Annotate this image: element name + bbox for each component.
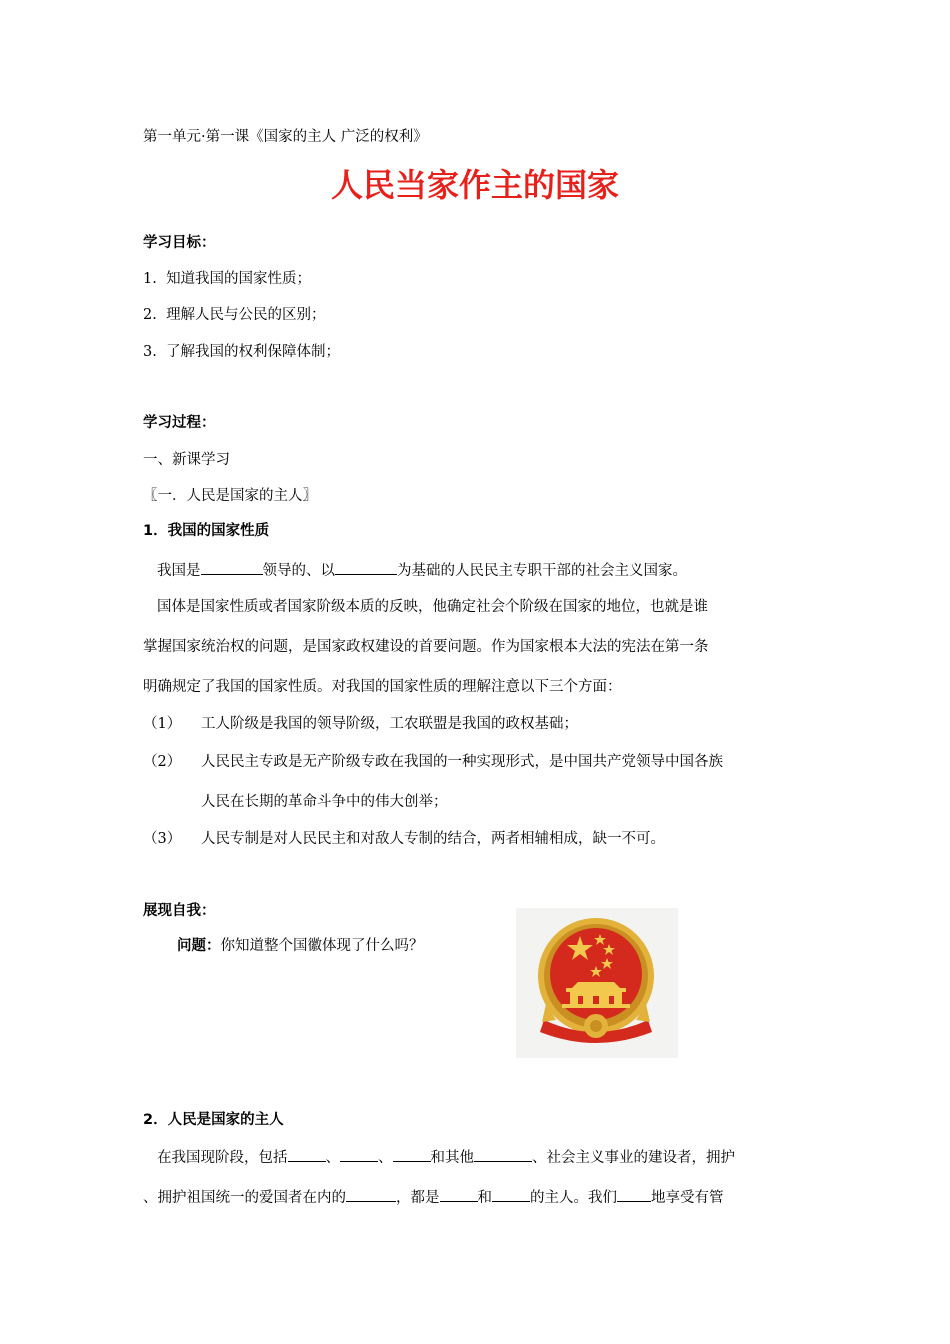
list-point: （3） 人民专制是对人民民主和对敌人专制的结合，两者相辅相成，缺一不可。: [143, 831, 665, 847]
section-heading: 一、新课学习: [143, 452, 230, 468]
goal-num: 2.: [143, 307, 157, 323]
course-line: 第一单元·第一课《国家的主人 广泛的权利》: [143, 129, 428, 145]
goal-text: 了解我国的权利保障体制；: [166, 344, 341, 360]
goal-num: 1.: [143, 271, 157, 287]
paragraph-line: 明确规定了我国的国家性质。对我国的国家性质的理解注意以下三个方面：: [143, 679, 622, 695]
topic1-heading: 1．我国的国家性质: [143, 523, 270, 539]
answer-blank[interactable]: [393, 1146, 431, 1162]
goal-item: [143, 269, 311, 289]
paragraph-line: 国体是国家性质或者国家阶级本质的反映，他确定社会个阶级在国家的地位，也就是谁: [157, 599, 708, 615]
fill-in-line: 在我国现阶段，包括 、 、 和其他 、社会主义事业的建设者，拥护: [143, 1146, 735, 1168]
answer-blank[interactable]: [340, 1146, 378, 1162]
answer-blank[interactable]: [440, 1186, 478, 1202]
fill-in-line: 我国是 领导的、以 为基础的人民民主专职干部的社会主义国家。: [143, 559, 687, 581]
answer-blank[interactable]: [201, 559, 263, 575]
page-title: 人民当家作主的国家: [330, 166, 619, 204]
list-point: （2） 人民民主专政是无产阶级专政在我国的一种实现形式，是中国共产党领导中国各族: [143, 754, 723, 770]
question-label: 问题：: [177, 938, 221, 954]
list-point: （1） 工人阶级是我国的领导阶级，工农联盟是我国的政权基础；: [143, 716, 578, 732]
goal-num: 3.: [143, 344, 157, 360]
subsection-heading: 〖一．人民是国家的主人〗: [143, 488, 317, 504]
show-heading: 展现自我：: [143, 903, 216, 919]
topic2-heading: 2．人民是国家的主人: [143, 1112, 284, 1128]
emblem-graphic: [516, 908, 678, 1058]
list-point: 人民在长期的革命斗争中的伟大创举；: [201, 794, 448, 810]
answer-blank[interactable]: [492, 1186, 530, 1202]
answer-blank[interactable]: [346, 1186, 396, 1202]
goal-item: [143, 305, 326, 325]
question-line: [177, 936, 424, 956]
national-emblem-image: [516, 908, 678, 1058]
goals-heading: 学习目标：: [143, 235, 216, 251]
goal-text: 理解人民与公民的区别；: [166, 307, 326, 323]
goal-item: [143, 342, 340, 362]
fill-in-line: 、拥护祖国统一的爱国者在内的 ，都是 和 的主人。我们 地享受有管: [143, 1186, 724, 1208]
question-text: 你知道整个国徽体现了什么吗？: [220, 938, 424, 954]
goal-text: 知道我国的国家性质；: [166, 271, 312, 287]
answer-blank[interactable]: [617, 1186, 651, 1202]
answer-blank[interactable]: [288, 1146, 326, 1162]
answer-blank[interactable]: [474, 1146, 532, 1162]
paragraph-line: 掌握国家统治权的问题，是国家政权建设的首要问题。作为国家根本大法的宪法在第一条: [143, 639, 709, 655]
process-heading: 学习过程：: [143, 415, 216, 431]
answer-blank[interactable]: [335, 559, 397, 575]
